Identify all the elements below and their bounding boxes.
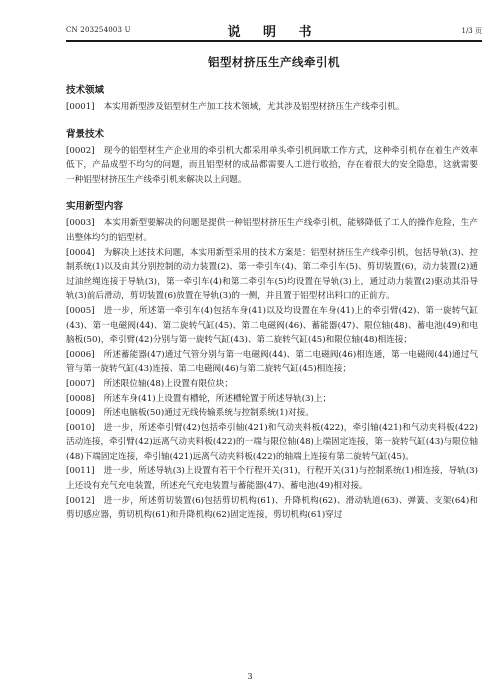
paragraph-text: 进一步，所述剪切装置(6)包括剪切机构(61)、升降机构(62)、滑动轨道(63)、弹簧、支架(64)和剪切感应器，剪切机构(61)和升降机构(62)固定连接，剪切机构(61)穿过 <box>66 495 478 521</box>
section-heading: 技术领域 <box>66 85 105 96</box>
header-rule <box>66 40 482 42</box>
paragraph-text: 进一步，所述牵引臂(42)包括牵引轴(421)和气动夹料板(422)，牵引轴(421)和气动夹料板(422)活动连接，牵引臂(42)远离气动夹料板(422)的一端与限位轴(48)上端固定连接，第一旋转气缸(43)与限位轴(48)下端固定连接，牵引轴(421)远离气动夹料板(422)的轴端上连接有第二旋转气缸(45)。 <box>66 422 478 462</box>
paragraph <box>66 392 478 407</box>
paragraph <box>66 377 478 392</box>
paragraph <box>66 464 478 493</box>
paragraph-number: [0005] <box>66 305 95 316</box>
section-gap <box>66 187 478 200</box>
section-gap <box>66 115 478 128</box>
paragraph-text: 本实用新型要解决的问题是提供一种铝型材挤压生产线牵引机，能够降低了工人的操作危险，生产出整体均匀的铝型材。 <box>66 218 478 243</box>
paragraph-text: 为解决上述技术问题，本实用新型采用的技术方案是：铝型材挤压生产线牵引机，包括导轨(3)、控制系统(1)以及由其分别控制的动力装置(2)、第一牵引车(4)、第二牵引车(5)、剪切装置(6)，动力装置(2)通过油丝绳连接于导轨(3)，第一牵引车(4)和第二牵引车(5)均设置在导轨(3)上，通过动力装置(2)驱动其沿导轨(3)前后滑动，剪切装置(6)放置在导轨(3)的一侧，并且置于铝型材出料口的正前方。 <box>66 247 478 302</box>
publication-number: CN 203254003 U <box>66 26 131 34</box>
paragraph-number: [0010] <box>66 422 95 433</box>
paragraph <box>66 100 478 115</box>
paragraph-number: [0002] <box>66 145 95 156</box>
paragraph-number: [0009] <box>66 408 95 419</box>
paragraph-text: 所述蓄能器(47)通过气管分别与第一电磁阀(44)、第二电磁阀(46)相连通，第一电磁阀(44)通过气管与第一旋转气缸(43)连接、第二电磁阀(46)与第二旋转气缸(45)相连接； <box>66 349 478 375</box>
document-title: 铝型材挤压生产线牵引机 <box>208 55 340 69</box>
paragraph-text: 所述限位轴(48)上设置有限位块； <box>103 378 233 389</box>
paragraph-number: [0008] <box>66 393 95 404</box>
paragraph-text: 所述车身(41)上设置有槽轮，所述槽轮置于所述导轨(3)上； <box>103 393 332 404</box>
paragraph-number: [0006] <box>66 349 95 360</box>
header-title: 说 明 书 <box>227 25 321 40</box>
paragraph <box>66 144 478 188</box>
paragraph <box>66 246 478 304</box>
document-body <box>66 84 478 523</box>
paragraph-text: 本实用新型涉及铝型材生产加工技术领域，尤其涉及铝型材挤压生产线牵引机。 <box>103 102 405 112</box>
paragraph-number: [0001] <box>66 102 95 112</box>
paragraph <box>66 421 478 465</box>
paragraph <box>66 216 478 245</box>
paragraph-text: 现今的铝型材生产企业用的牵引机大都采用单头牵引机间歇工作方式，这种牵引机存在着生产效率低下，产品成型不均匀的问题，而且铝型材的成品都需要人工进行收拾，存在着很大的安全隐患，这就需要一种铝型材挤压生产线牵引机来解决以上问题。 <box>66 145 478 185</box>
paragraph-number: [0004] <box>66 247 95 258</box>
paragraph-text: 所述电脑板(50)通过无线传输系统与控制系统(1)对接。 <box>103 408 314 419</box>
paragraph-number: [0007] <box>66 378 95 389</box>
paragraph-text: 进一步，所述导轨(3)上设置有若干个行程开关(31)，行程开关(31)与控制系统(1)相连接，导轨(3)上还设有充气充电装置，所述充气充电装置与蓄能器(47)、蓄电池(49)相对接。 <box>66 466 478 492</box>
paragraph-number: [0011] <box>66 466 95 477</box>
paragraph <box>66 406 478 421</box>
section-heading: 背景技术 <box>66 128 105 140</box>
paragraph-number: [0003] <box>66 218 95 229</box>
paragraph <box>66 348 478 377</box>
paragraph <box>66 494 478 523</box>
page-header <box>66 20 482 42</box>
paragraph-number: [0012] <box>66 495 95 506</box>
page-info: 1/3 页 <box>461 27 482 35</box>
paragraph <box>66 304 478 348</box>
page-number: 3 <box>247 672 253 681</box>
section-heading: 实用新型内容 <box>66 201 124 213</box>
paragraph-text: 进一步，所述第一牵引车(4)包括车身(41)以及均设置在车身(41)上的牵引臂(42)、第一旋转气缸(43)、第一电磁阀(44)、第二旋转气缸(45)、第二电磁阀(46)、蓄能器(47)、限位轴(48)、蓄电池(49)和电脑板(50)，牵引臂(42)分别与第一旋转气缸(43)、第二旋转气缸(45)和限位轴(48)相连接； <box>66 305 478 346</box>
